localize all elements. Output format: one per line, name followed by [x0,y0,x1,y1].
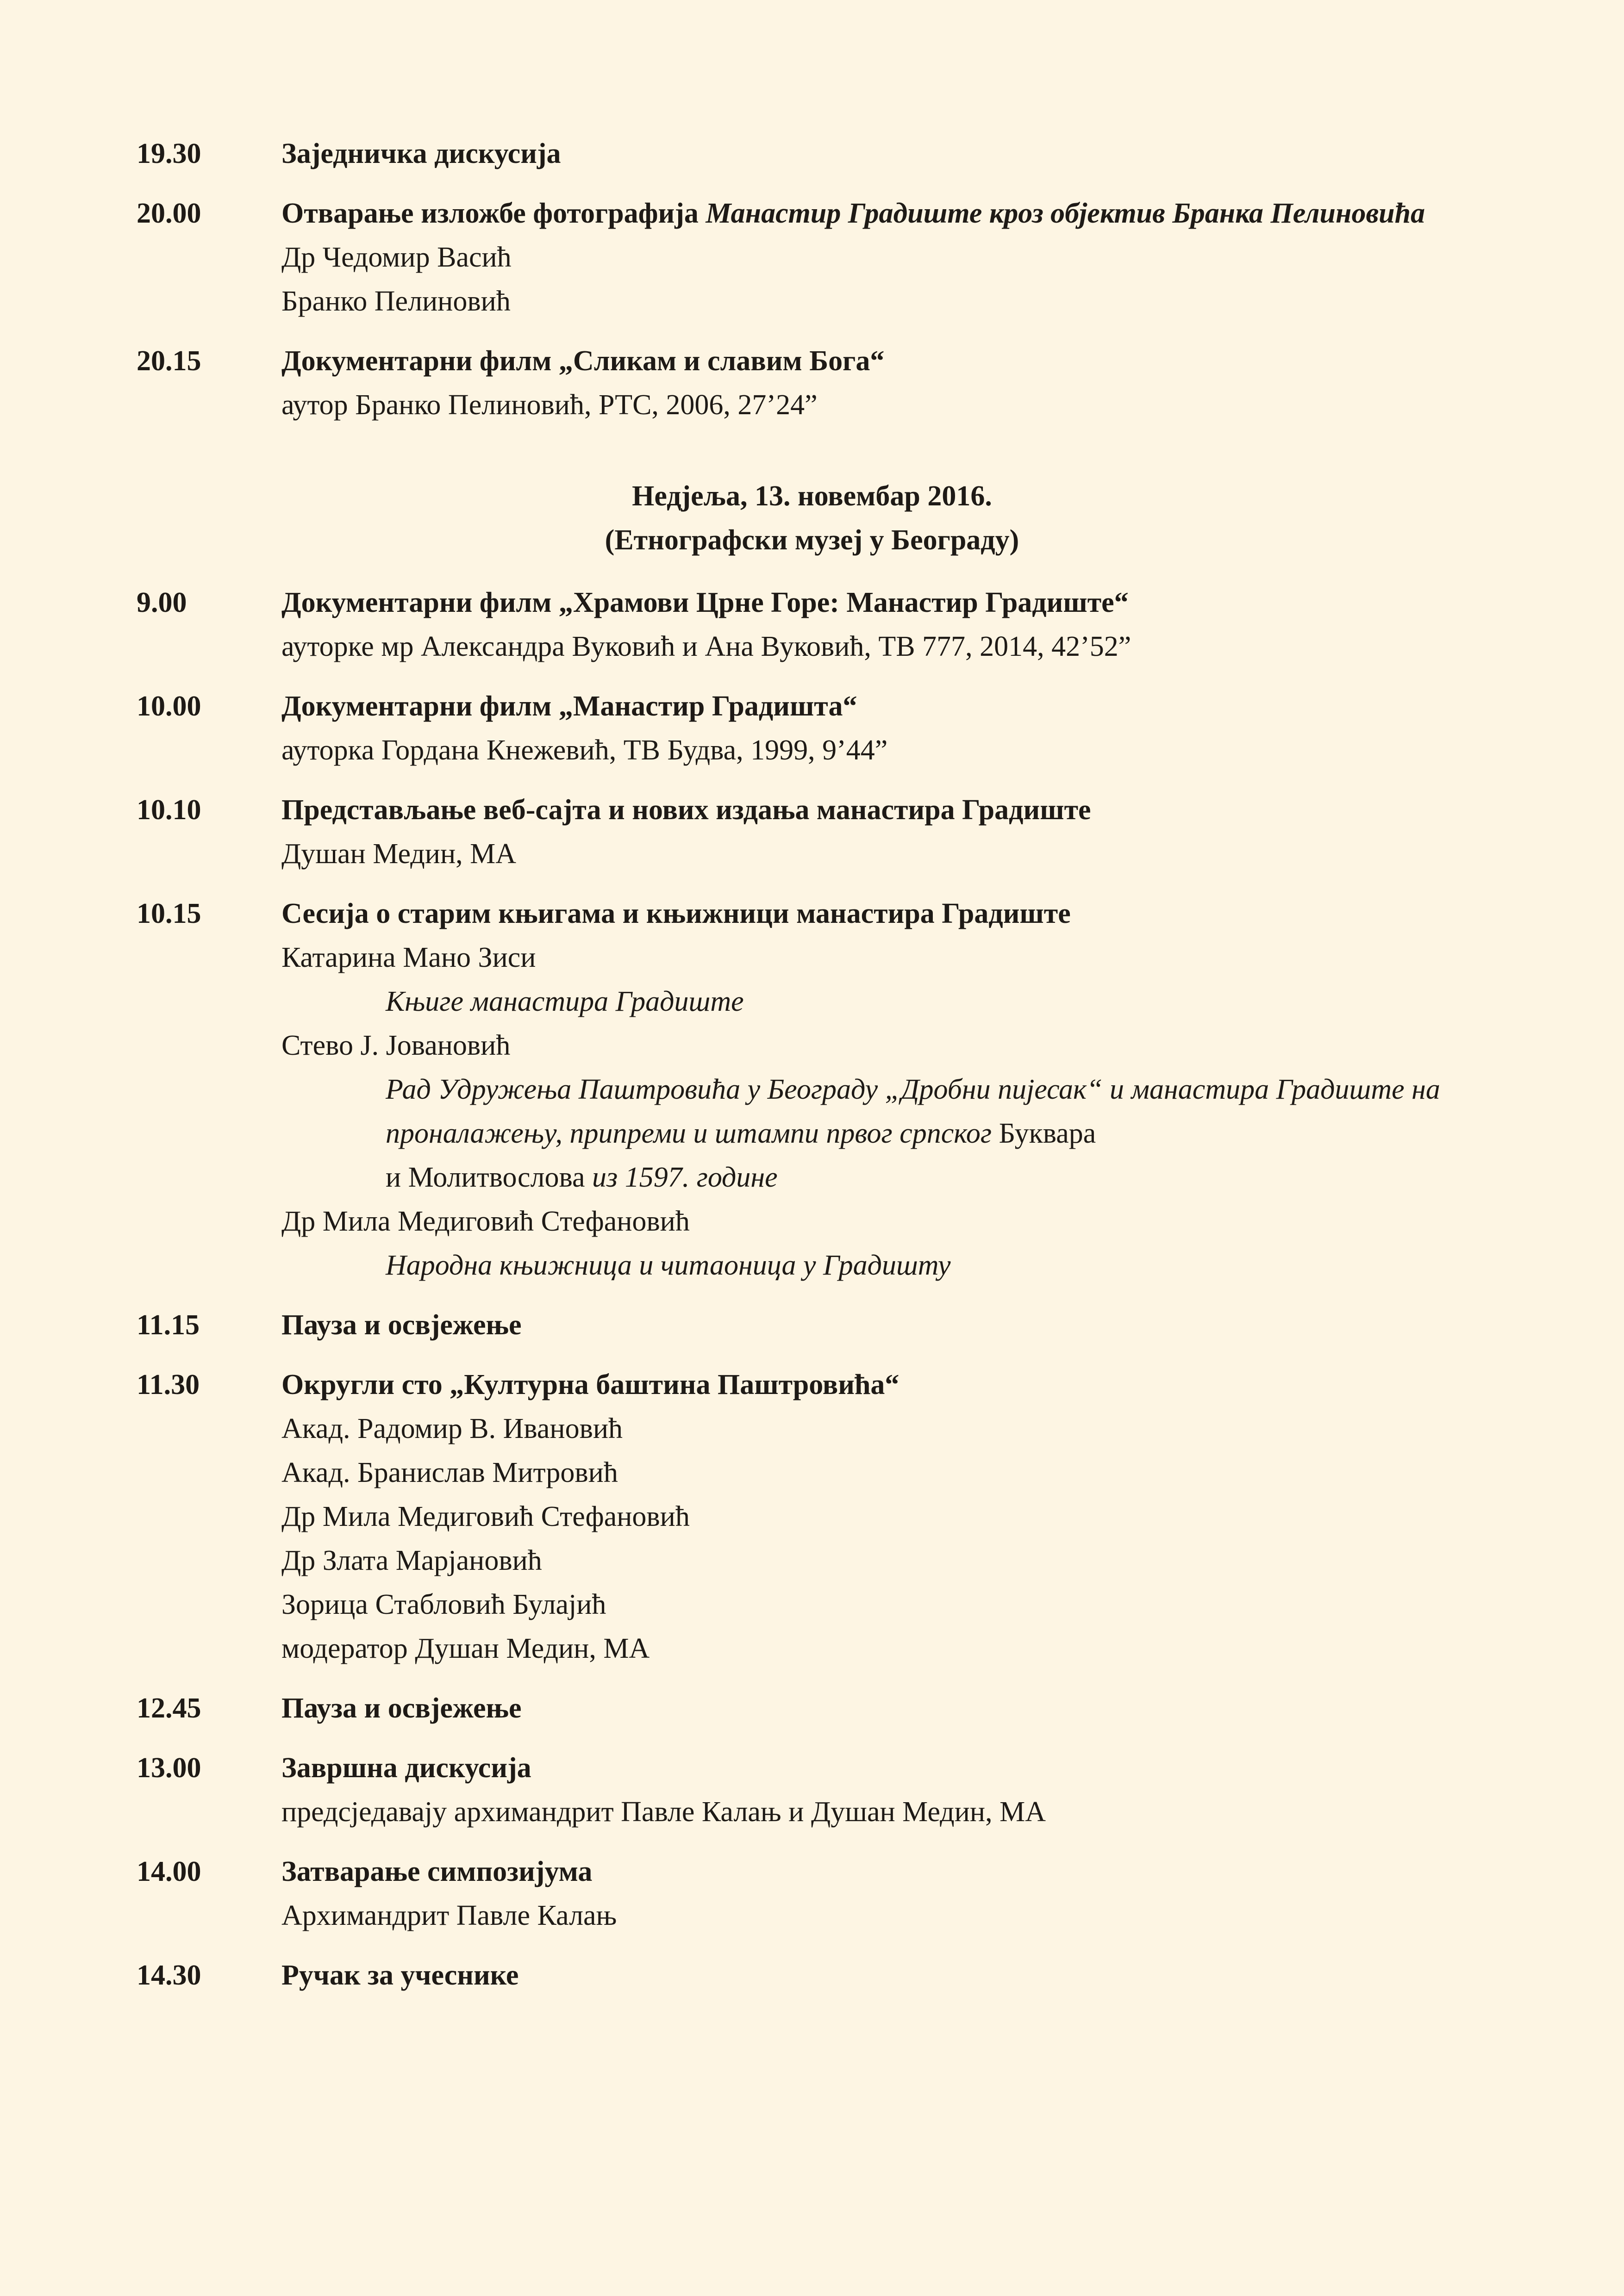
participant: Акад. Радомир В. Ивановић [281,1413,623,1444]
entry-detail: ауторка Гордана Кнежевић, ТВ Будва, 1999, 9’44” [281,734,888,766]
talk-title-plain: Буквара [999,1118,1096,1149]
talk-title: Књиге манастира Градиште [386,986,744,1017]
entry-detail: предсједавају архимандрит Павле Калањ и Душан Медин, МА [281,1796,1046,1828]
program-entry [137,581,1525,669]
entry-content [281,1303,1525,1347]
entry-title: Пауза и освјежење [281,1309,522,1341]
entry-time: 19.30 [137,138,201,169]
participant: Душан Медин, МА [281,838,517,870]
participant: Др Злата Марјановић [281,1545,542,1576]
entry-title: Представљање веб-сајта и нових издања манастира Градиште [281,794,1091,826]
entry-time: 14.30 [137,1960,201,1991]
speaker: Др Мила Медиговић Стефановић [281,1206,690,1237]
talk-title-continued [281,1156,1525,1200]
entry-detail: Архимандрит Павле Калањ [281,1900,617,1931]
day-venue: (Етнографски музеј у Београду) [605,524,1019,556]
participant: Бранко Пелиновић [281,286,511,317]
entry-time: 9.00 [137,587,187,618]
program-entry [137,339,1525,427]
entry-time: 20.00 [137,198,201,229]
entry-title: Ручак за учеснике [281,1960,519,1991]
speaker: Стево Ј. Јовановић [281,1030,511,1061]
entry-content [281,1363,1525,1671]
program-entry [137,1954,1525,1997]
program-section-evening [137,132,1525,443]
talk-title-italic: проналажењу, припреми и штампи првог српског [386,1118,999,1149]
talk-title-plain: и Молитвослова [386,1162,585,1193]
entry-content [281,788,1525,876]
exhibition-title: Манастир Градиште кроз објектив Бранка Пелиновића [706,198,1425,229]
participant: Зорица Стабловић Булајић [281,1589,606,1620]
entry-content [281,1746,1525,1834]
day-date: Недјеља, 13. новембар 2016. [632,480,992,512]
entry-title: Округли сто „Културна баштина Паштровића“ [281,1369,899,1400]
program-entry [137,132,1525,176]
entry-time: 20.15 [137,345,201,377]
entry-time: 14.00 [137,1856,201,1887]
talk-title: Народна књижница и читаоница у Градишту [386,1250,951,1281]
entry-time: 10.00 [137,691,201,722]
speaker: Катарина Мано Зиси [281,942,536,973]
entry-content [281,1954,1525,1997]
entry-time: 10.15 [137,898,201,929]
day-heading [0,474,1624,562]
participant: Акад. Бранислав Митровић [281,1457,618,1488]
entry-time: 13.00 [137,1752,201,1784]
program-entry [137,1850,1525,1938]
entry-title: Документарни филм „Сликам и славим Бога“ [281,345,885,377]
program-entry [137,1363,1525,1671]
entry-content [281,1850,1525,1938]
talk-title: Рад Удружења Паштровића у Београду „Дробни пијесак“ и манастира Градиште на [386,1074,1440,1105]
entry-content [281,1686,1525,1730]
entry-title: Затварање симпозијума [281,1856,593,1887]
program-entry [137,684,1525,772]
program-entry [137,1746,1525,1834]
program-entry [137,192,1525,324]
program-entry [137,892,1525,1288]
entry-content [281,892,1525,1288]
program-entry [137,1303,1525,1347]
entry-content [281,132,1525,176]
entry-time: 11.15 [137,1309,200,1341]
entry-title: Завршна дискусија [281,1752,531,1784]
participant: Др Чедомир Васић [281,242,512,273]
entry-title: Заједничка дискусија [281,138,561,169]
entry-content [281,684,1525,772]
entry-title-plain: Отварање изложбе фотографија [281,198,706,229]
entry-content [281,192,1525,324]
entry-content [281,581,1525,669]
moderator: модератор Душан Медин, МА [281,1633,650,1664]
participant: Др Мила Медиговић Стефановић [281,1501,690,1532]
entry-title: Сесија о старим књигама и књижници манастира Градиште [281,898,1071,929]
entry-time: 12.45 [137,1692,201,1724]
program-entry [137,788,1525,876]
entry-title: Документарни филм „Манастир Градишта“ [281,691,857,722]
entry-detail: ауторке мр Александра Вуковић и Ана Вуковић, ТВ 777, 2014, 42’52” [281,631,1131,662]
entry-title: Пауза и освјежење [281,1692,522,1724]
program-section-sunday [137,581,1525,2013]
entry-time: 10.10 [137,794,201,826]
entry-time: 11.30 [137,1369,200,1400]
talk-title-continued [281,1112,1525,1156]
entry-title: Документарни филм „Храмови Црне Горе: Манастир Градиште“ [281,587,1129,618]
entry-detail: аутор Бранко Пелиновић, РТС, 2006, 27’24” [281,389,818,421]
entry-content [281,339,1525,427]
entry-title [281,192,1525,236]
program-entry [137,1686,1525,1730]
talk-title-italic: из 1597. године [585,1162,778,1193]
